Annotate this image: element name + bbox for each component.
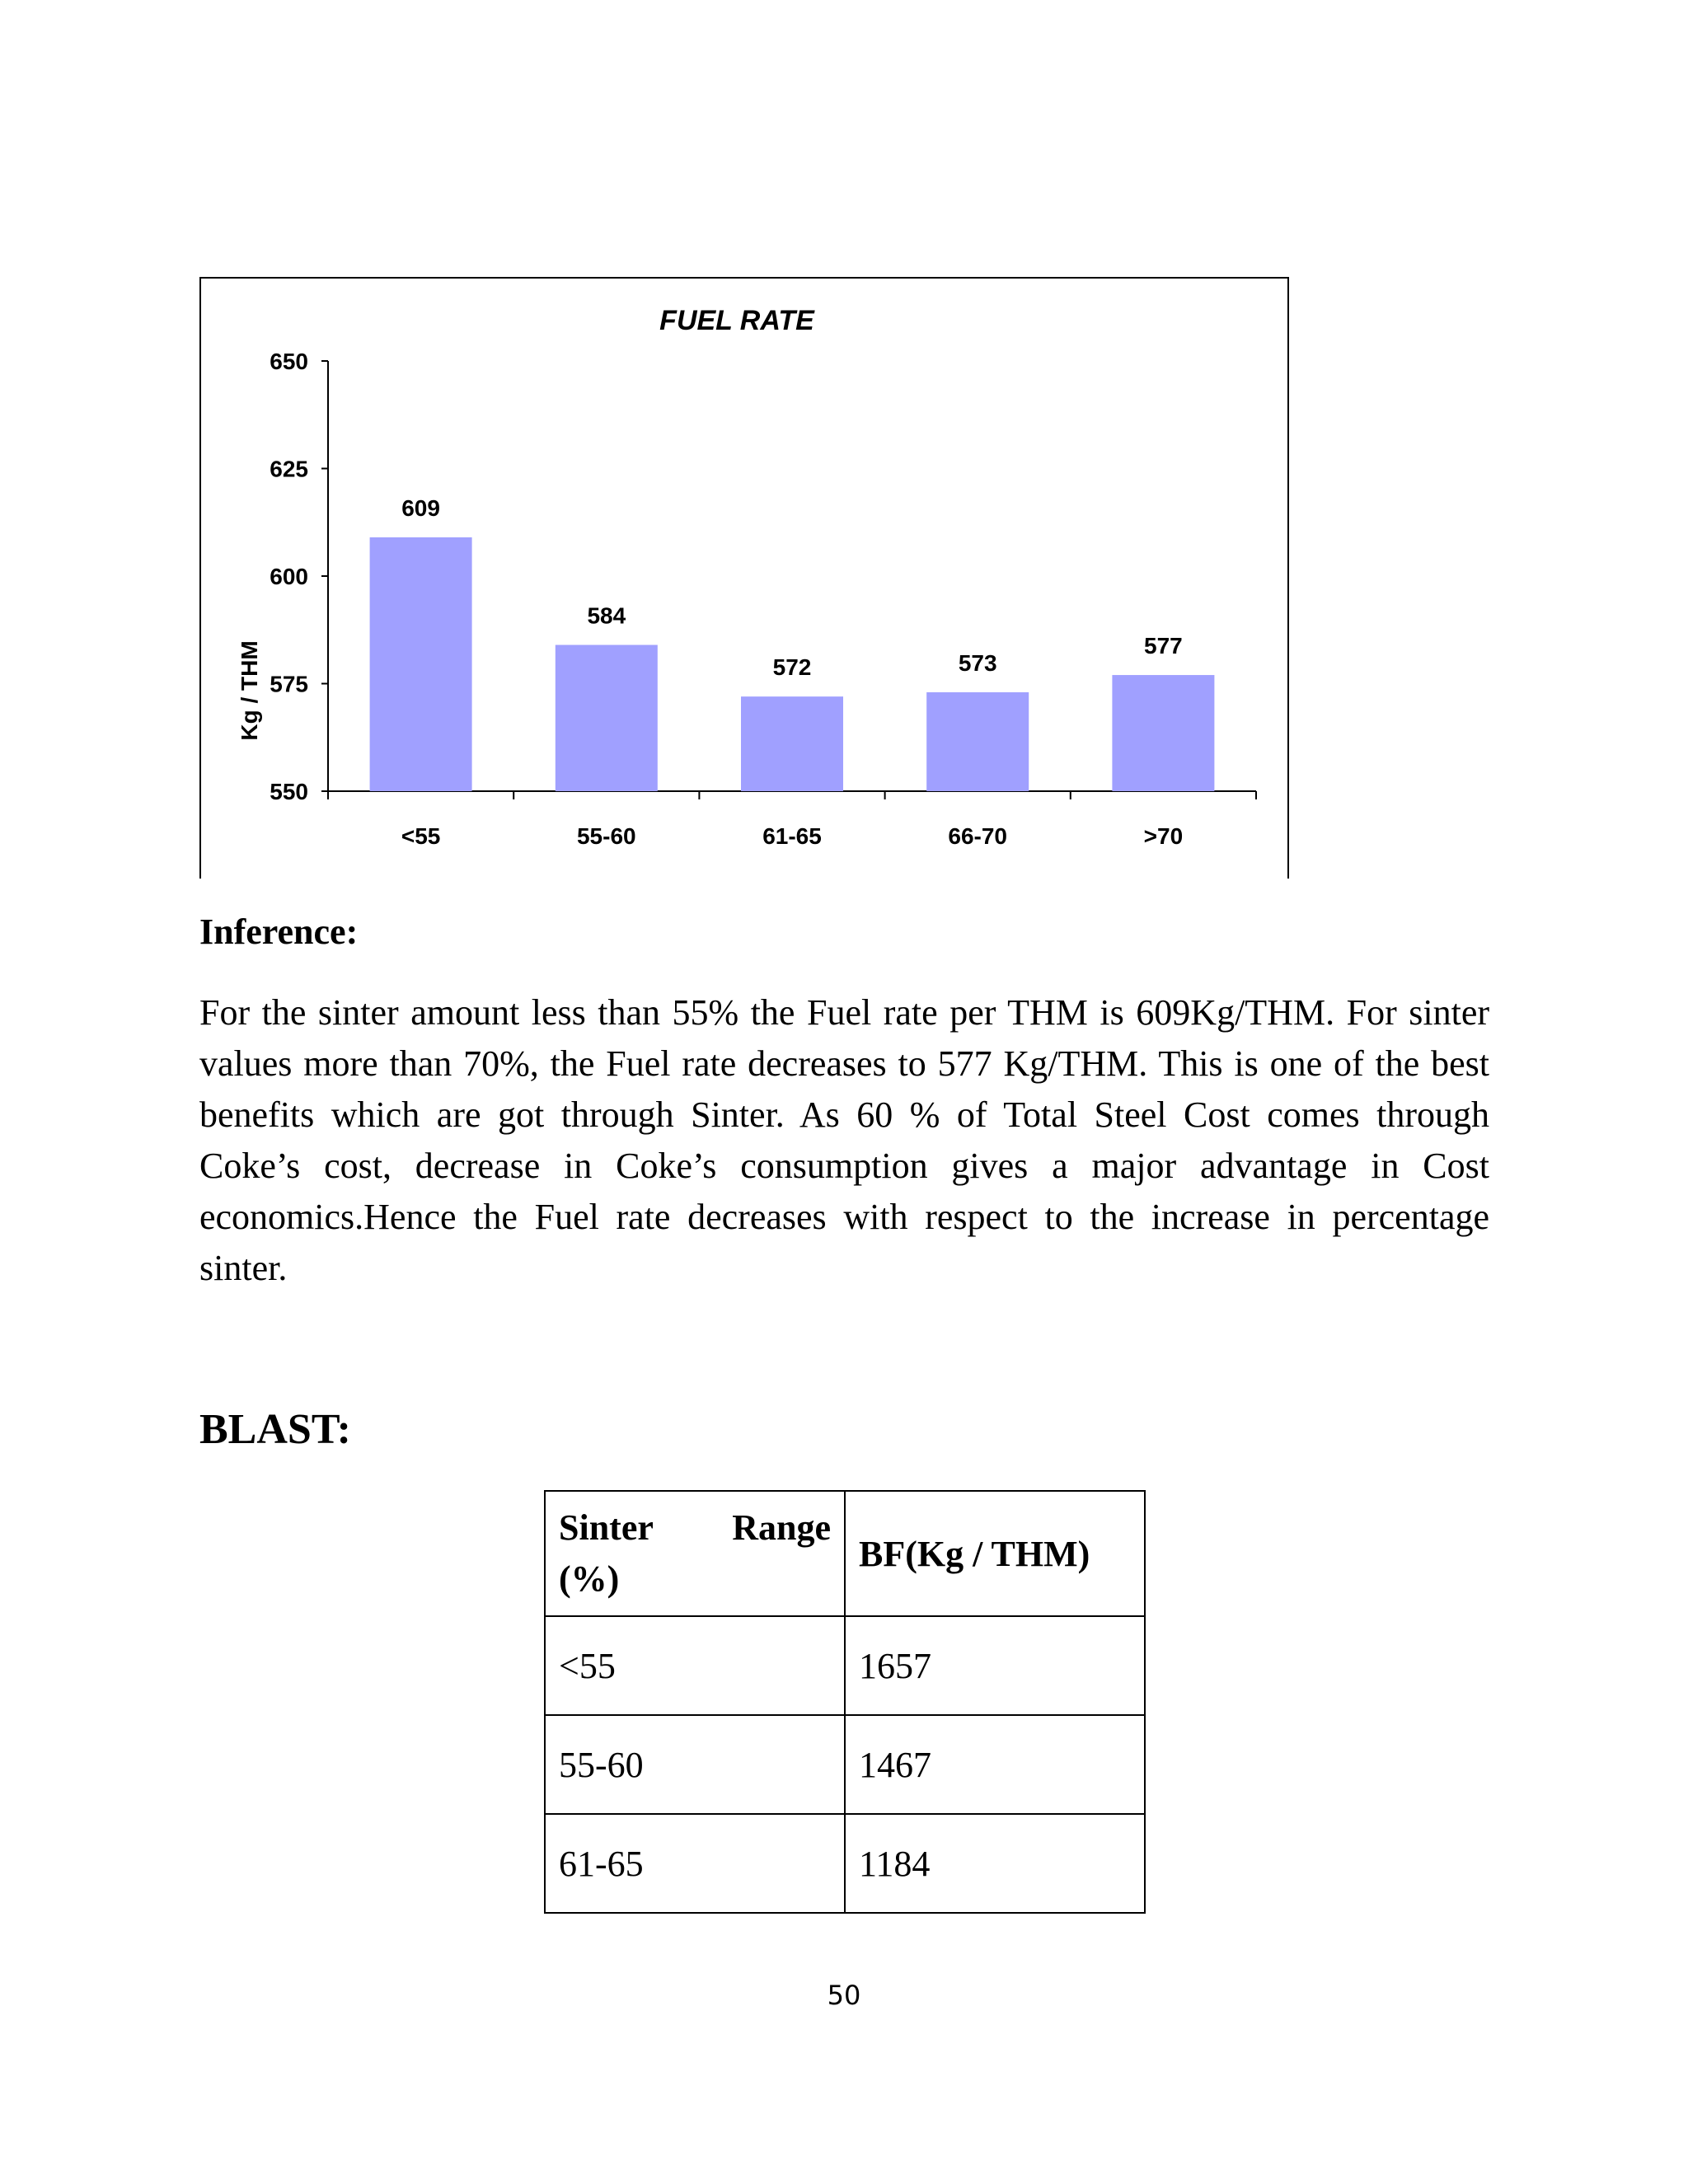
chart-title: FUEL RATE	[659, 305, 814, 336]
x-tick-label: 55-60	[576, 823, 636, 849]
header-sinter-word: Sinter	[559, 1507, 654, 1548]
cell-bf: 1657	[845, 1616, 1145, 1715]
bar	[370, 537, 472, 791]
chart-svg	[201, 279, 1291, 880]
bar	[926, 692, 1029, 791]
header-percent: (%)	[559, 1558, 620, 1599]
data-label: 577	[1144, 633, 1183, 659]
cell-bf: 1184	[845, 1814, 1145, 1913]
table-row	[545, 1715, 1145, 1814]
blast-heading: BLAST:	[199, 1406, 351, 1453]
table-row	[545, 1814, 1145, 1913]
inference-heading: Inference:	[199, 912, 359, 952]
y-tick-label: 650	[270, 349, 308, 374]
bar	[741, 696, 843, 791]
blast-table	[544, 1490, 1146, 1914]
header-range-word: Range	[732, 1507, 831, 1548]
x-tick-label: >70	[1143, 823, 1184, 849]
table-row	[545, 1616, 1145, 1715]
header-bf: BF(Kg / THM)	[845, 1491, 1145, 1616]
cell-range: 55-60	[545, 1715, 845, 1814]
header-sinter-range	[545, 1491, 845, 1616]
y-tick-label: 625	[270, 456, 308, 482]
y-tick-label: 575	[270, 671, 308, 697]
inference-paragraph: For the sinter amount less than 55% the Fuel rate per THM is 609Kg/THM. For sinter values more than 70%, the Fuel rate decreases to 577 Kg/THM. This is one of the best benefits which are got through Sinter. As 60 % of Total Steel Cost comes through Coke’s cost, decrease in Coke’s consumption gives a major advantage in Cost economics.Hence the Fuel rate decreases with respect to the increase in percentage sinter.	[199, 992, 1489, 1288]
bar	[556, 645, 658, 791]
x-tick-label: 61-65	[762, 823, 822, 849]
data-label: 584	[587, 602, 626, 629]
cell-range: <55	[545, 1616, 845, 1715]
y-axis-label: Kg / THM	[237, 640, 262, 741]
page-number: 50	[827, 1980, 861, 2011]
cell-bf: 1467	[845, 1715, 1145, 1814]
table-header-row	[545, 1491, 1145, 1616]
data-label: 609	[401, 495, 440, 522]
x-tick-label: 66-70	[948, 823, 1008, 849]
y-tick-label: 550	[270, 779, 308, 804]
y-tick-label: 600	[270, 564, 308, 589]
x-tick-label: <55	[401, 823, 441, 849]
data-label: 573	[958, 649, 997, 676]
data-label: 572	[772, 654, 812, 681]
cell-range: 61-65	[545, 1814, 845, 1913]
bar	[1112, 675, 1214, 791]
fuel-rate-chart	[199, 277, 1289, 879]
